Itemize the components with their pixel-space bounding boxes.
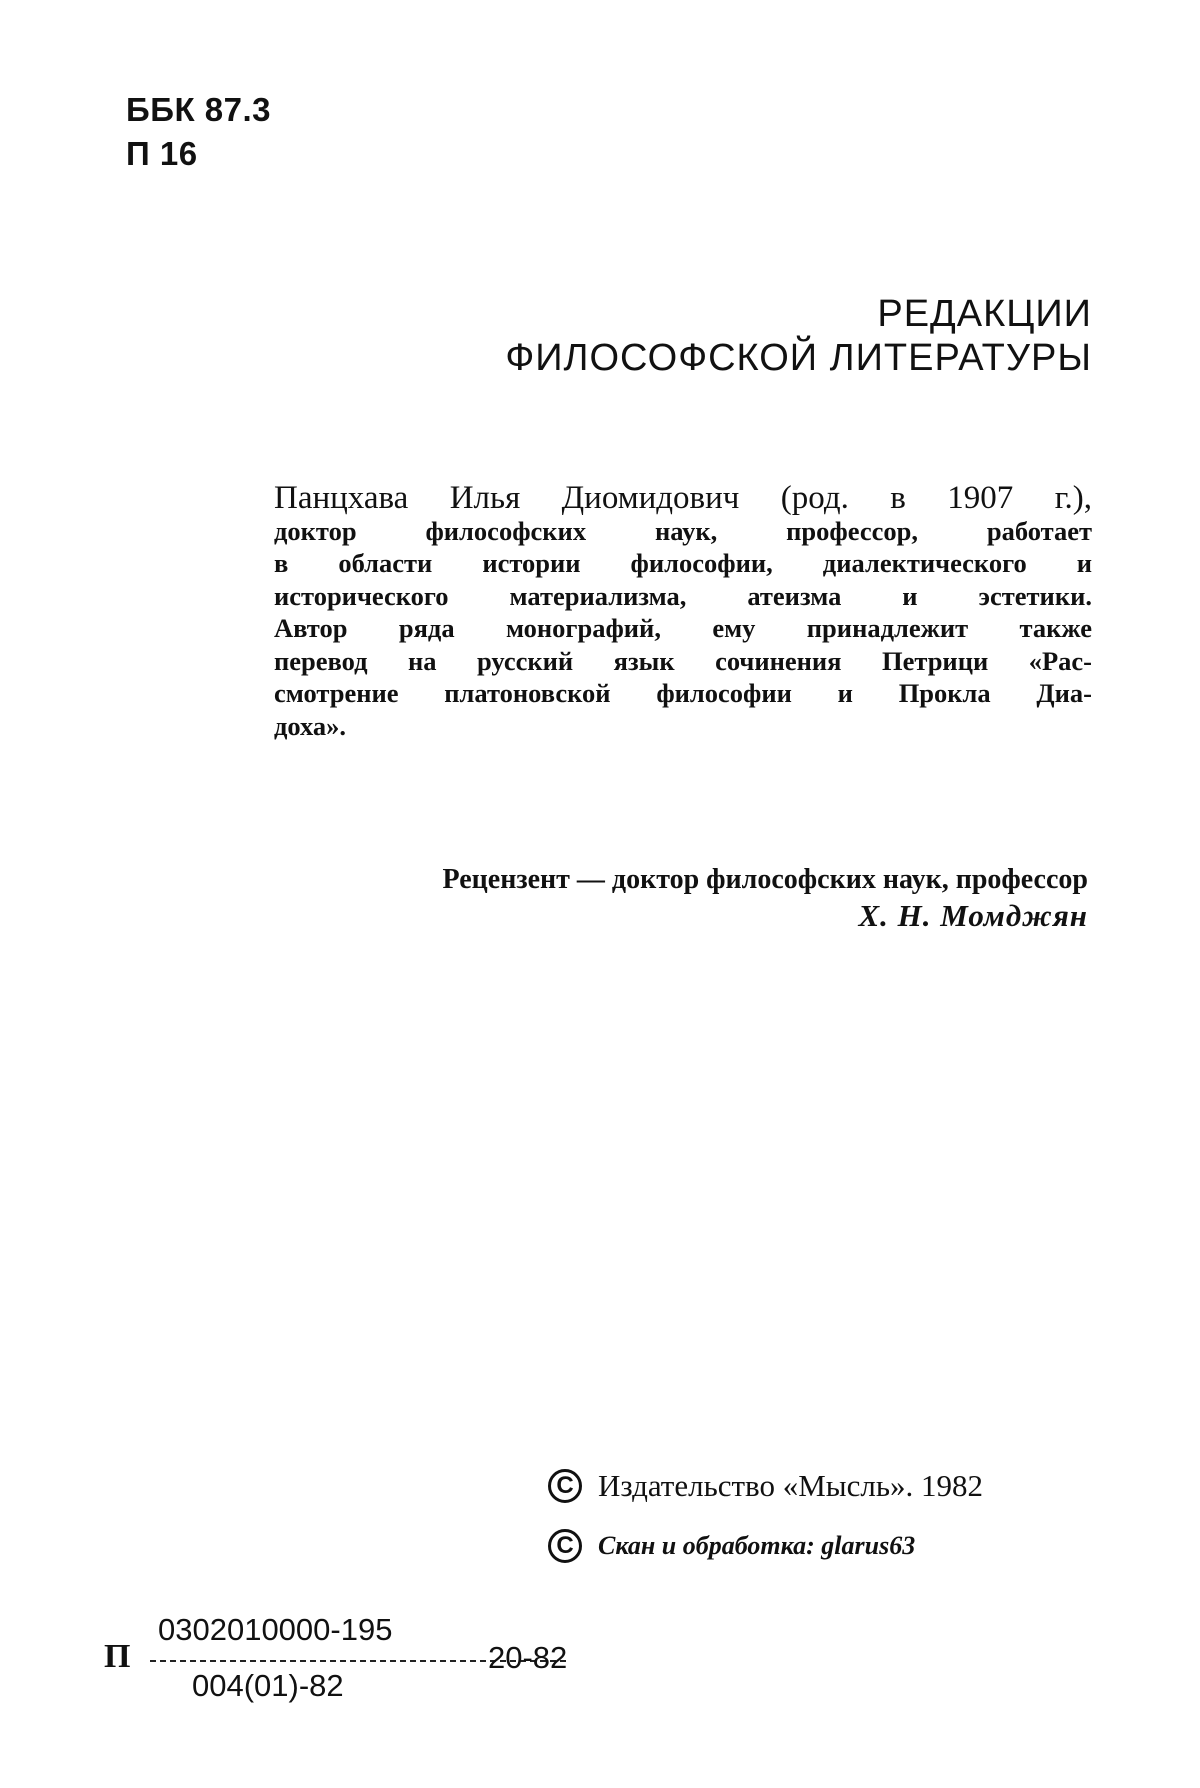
bio-line: перевод на русский язык сочинения Петрици «Рас- <box>274 645 1092 676</box>
copyright-publisher <box>548 1466 983 1506</box>
bbk-code: ББК 87.3 <box>126 91 271 128</box>
copyright-icon: C <box>548 1529 582 1563</box>
author-mark: П 16 <box>126 135 198 172</box>
publisher-text: Издательство «Мысль». 1982 <box>598 1468 983 1503</box>
bio-line: в области истории философии, диалектического и <box>274 548 1092 578</box>
bio-line: доктор философских наук, профессор, работает <box>274 515 1092 546</box>
index-numerator: 0302010000-195 <box>158 1612 393 1647</box>
bio-line: Панцхава Илья Диомидович (род. в 1907 г.), <box>274 480 1092 516</box>
edition-line-2: ФИЛОСОФСКОЙ ЛИТЕРАТУРЫ <box>505 337 1092 379</box>
scan-credit-text: Скан и обработка: glarus63 <box>598 1531 916 1560</box>
bio-line: смотрение платоновской философии и Прокла Диа- <box>274 678 1092 708</box>
edition-heading <box>505 292 1092 380</box>
author-bio <box>274 482 1092 742</box>
reviewer-block <box>442 862 1088 934</box>
index-code: 20-82 <box>488 1640 568 1675</box>
edition-line-1: РЕДАКЦИИ <box>877 293 1092 335</box>
bio-line: доха». <box>274 710 347 741</box>
index-denominator: 004(01)-82 <box>192 1668 344 1703</box>
reviewer-title: Рецензент — доктор философских наук, профессор <box>442 864 1088 895</box>
publication-index <box>104 1612 604 1712</box>
copyright-scan <box>548 1526 915 1566</box>
index-letter: П <box>104 1638 131 1675</box>
reviewer-name: Х. Н. Момджян <box>858 898 1088 933</box>
copyright-icon: C <box>548 1469 582 1503</box>
bio-line: исторического материализма, атеизма и эстетики. <box>274 580 1092 611</box>
bio-line: Автор ряда монографий, ему принадлежит также <box>274 613 1092 643</box>
classification-block <box>126 88 271 176</box>
